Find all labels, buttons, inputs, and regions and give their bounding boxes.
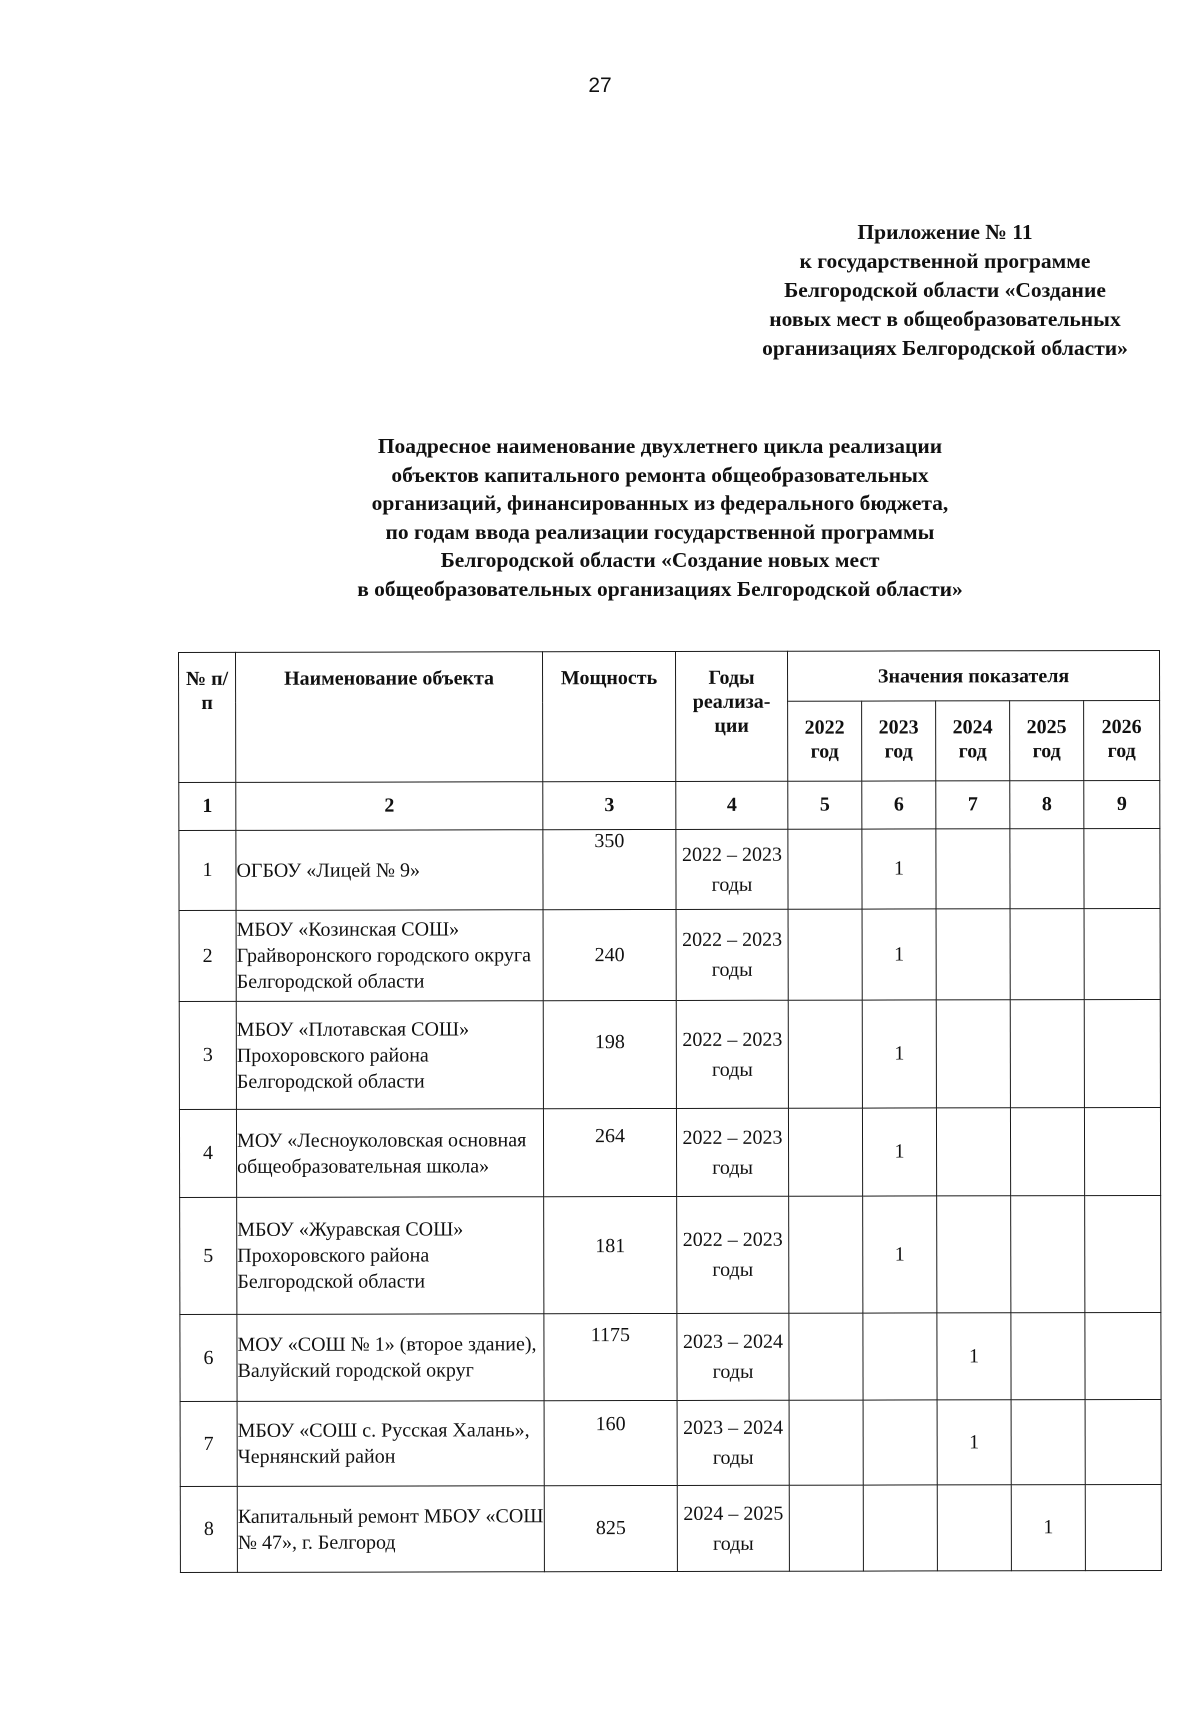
indicator-2023	[863, 1485, 937, 1571]
appendix-line: организациях Белгородской области»	[762, 336, 1128, 360]
indicator-2022	[788, 829, 862, 909]
row-number: 3	[179, 1001, 236, 1109]
table-row	[179, 999, 1160, 1109]
indicator-2023: 1	[862, 1000, 936, 1108]
header-year-2022: 2022 год	[788, 701, 862, 781]
page-number: 27	[588, 74, 612, 97]
appendix-header	[700, 218, 1190, 363]
object-name: МБОУ «Журавская СОШ» Прохоровского района Белгородской области	[237, 1197, 544, 1315]
object-name: Капитальный ремонт МБОУ «СОШ № 47», г. Белгород	[237, 1486, 544, 1573]
capacity-value: 181	[544, 1196, 677, 1313]
header-num: № п/п	[179, 652, 236, 782]
row-number: 6	[180, 1314, 237, 1401]
capacity-value: 1175	[544, 1313, 677, 1400]
indicator-2024	[937, 1196, 1011, 1313]
column-number: 1	[179, 782, 236, 830]
column-number: 9	[1084, 780, 1160, 828]
indicator-2023: 1	[862, 1108, 936, 1196]
object-name: МОУ «Лесноуколовская основная общеобразовательная школа»	[236, 1109, 543, 1198]
indicator-2022	[788, 909, 862, 1000]
indicator-2023: 1	[862, 829, 936, 909]
column-numbers-row	[179, 780, 1160, 830]
object-name: МБОУ «СОШ с. Русская Халань», Чернянский район	[237, 1401, 544, 1487]
implementation-years: 2023 – 2024 годы	[677, 1400, 789, 1485]
column-number: 4	[676, 781, 788, 829]
table-header-row	[179, 650, 1160, 702]
document-title	[250, 432, 1070, 603]
column-number: 6	[862, 781, 936, 829]
indicator-2024	[937, 1485, 1011, 1571]
row-number: 8	[180, 1486, 237, 1572]
title-line: организаций, финансированных из федерального бюджета,	[371, 491, 949, 515]
indicator-2023: 1	[862, 909, 936, 1000]
header-year-2024: 2024 год	[936, 701, 1010, 781]
indicator-2022	[788, 1000, 862, 1108]
indicator-2023	[863, 1313, 937, 1400]
indicator-2024	[936, 909, 1010, 1000]
indicator-2024	[936, 1000, 1010, 1108]
table-row	[180, 1312, 1161, 1401]
title-line: Белгородской области «Создание новых мест	[440, 548, 880, 572]
capacity-value: 160	[544, 1400, 677, 1485]
title-line: по годам ввода реализации государственной программы	[385, 519, 935, 544]
capacity-value: 264	[543, 1108, 676, 1196]
indicator-2024: 1	[937, 1400, 1011, 1485]
indicator-2025	[1010, 829, 1084, 909]
indicator-2024	[936, 1108, 1010, 1196]
indicator-2026	[1084, 1107, 1160, 1195]
table-row	[180, 1195, 1161, 1314]
implementation-years: 2022 – 2023 годы	[676, 909, 788, 1000]
title-line: в общеобразовательных организациях Белгородской области»	[357, 576, 963, 601]
column-number: 3	[543, 781, 676, 829]
indicator-2022	[788, 1108, 862, 1196]
indicator-2026	[1084, 999, 1160, 1107]
indicator-2026	[1084, 908, 1160, 999]
indicator-2025	[1010, 1000, 1084, 1108]
implementation-years: 2023 – 2024 годы	[677, 1313, 789, 1400]
indicator-2025	[1010, 1108, 1084, 1196]
appendix-line: новых мест в общеобразовательных	[769, 307, 1121, 331]
title-line: Поадресное наименование двухлетнего цикла реализации	[377, 434, 943, 458]
header-years: Годы реализа-ции	[675, 651, 787, 781]
indicator-2026	[1085, 1399, 1161, 1484]
indicator-2024: 1	[937, 1313, 1011, 1400]
object-name: МОУ «СОШ № 1» (второе здание), Валуйский городской округ	[237, 1314, 544, 1402]
header-name: Наименование объекта	[236, 652, 543, 783]
capacity-value: 350	[543, 829, 676, 909]
table-row	[179, 828, 1160, 910]
indicator-2025	[1011, 1400, 1085, 1485]
object-name: МБОУ «Плотавская СОШ» Прохоровского района Белгородской области	[236, 1001, 543, 1110]
indicator-2022	[789, 1485, 863, 1571]
title-line: объектов капитального ремонта общеобразовательных	[391, 462, 929, 487]
column-number: 5	[788, 781, 862, 829]
indicator-2023	[863, 1400, 937, 1485]
header-capacity: Мощность	[543, 651, 676, 781]
table-row	[179, 908, 1160, 1001]
header-year-2026: 2026 год	[1084, 700, 1160, 780]
indicator-2026	[1084, 828, 1160, 908]
implementation-years: 2022 – 2023 годы	[676, 1000, 788, 1108]
table-row	[180, 1484, 1161, 1572]
implementation-years: 2022 – 2023 годы	[676, 829, 788, 909]
indicator-2025	[1010, 909, 1084, 1000]
column-number: 8	[1010, 781, 1084, 829]
indicator-2022	[789, 1313, 863, 1400]
header-year-2025: 2025 год	[1010, 701, 1084, 781]
indicator-2025	[1011, 1196, 1085, 1313]
row-number: 5	[180, 1197, 237, 1314]
capacity-value: 825	[544, 1485, 677, 1571]
indicator-2025	[1011, 1313, 1085, 1400]
indicator-2024	[936, 829, 1010, 909]
row-number: 7	[180, 1401, 237, 1486]
appendix-line: Белгородской области «Создание	[784, 278, 1106, 302]
object-name: МБОУ «Козинская СОШ» Грайворонского городского округа Белгородской области	[236, 910, 543, 1002]
indicator-2026	[1085, 1312, 1161, 1399]
indicator-2023: 1	[863, 1196, 937, 1313]
capacity-value: 240	[543, 909, 676, 1000]
implementation-years: 2024 – 2025 годы	[677, 1485, 789, 1571]
table-row	[180, 1399, 1161, 1486]
column-number: 7	[936, 781, 1010, 829]
column-number: 2	[236, 782, 543, 831]
object-name: ОГБОУ «Лицей № 9»	[236, 830, 543, 911]
indicator-2026	[1085, 1195, 1161, 1312]
appendix-line: к государственной программе	[799, 249, 1091, 273]
objects-table	[178, 650, 1162, 1573]
indicator-2022	[789, 1400, 863, 1485]
indicator-2025: 1	[1011, 1485, 1085, 1571]
header-year-2023: 2023 год	[862, 701, 936, 781]
header-indicator: Значения показателя	[787, 650, 1159, 701]
appendix-line: Приложение № 11	[857, 220, 1033, 244]
table-row	[179, 1107, 1160, 1197]
implementation-years: 2022 – 2023 годы	[677, 1196, 789, 1313]
indicator-2026	[1085, 1484, 1161, 1570]
indicator-2022	[789, 1196, 863, 1313]
row-number: 4	[179, 1109, 236, 1197]
implementation-years: 2022 – 2023 годы	[676, 1108, 788, 1196]
row-number: 1	[179, 830, 236, 910]
capacity-value: 198	[543, 1000, 676, 1108]
row-number: 2	[179, 910, 236, 1001]
